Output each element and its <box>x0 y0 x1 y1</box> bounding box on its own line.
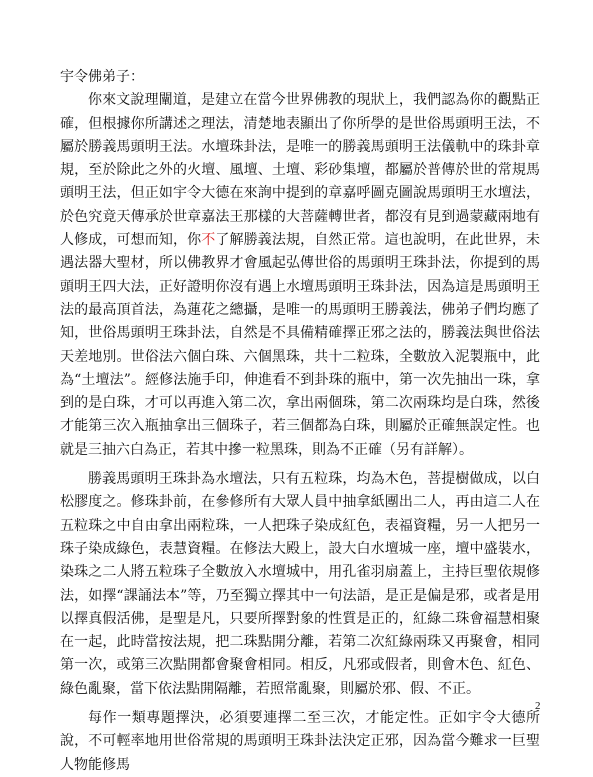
salutation: 宇令佛弟子： <box>60 69 144 85</box>
paragraph-1-text-b: 了解勝義法規，自然正常。這也說明，在此世界，未遇法器大聖材，所以佛教界才會風起弘傳世俗的馬頭明王珠卦法，你提到的馬頭明王四大法，正好證明你沒有遇上水壇馬頭明王珠卦法，因為這是馬頭明王法的最高頂首法，為蓮花之總攝，是唯一的馬頭明王勝義法，佛弟子們均應了知，世俗馬頭明王珠卦法，自然是不具備精確擇正邪之法的，勝義法與世俗法天差地別。世俗法六個白珠、六個黑珠，共十二粒珠，全數放入泥製瓶中，此為“土壇法”。經修法施手印，伸進看不到卦珠的瓶中，第一次先抽出一珠，拿到的是白珠，才可以再進入第二次，拿出兩個珠，第二次兩珠均是白珠，然後才能第三次入瓶抽拿出三個珠子，若三個都為白珠，則屬於正確無誤定性。也就是三抽六白為正，若其中摻一粒黑珠，則為不正確（另有詳解）。 <box>60 232 541 458</box>
paragraph-3-text: 每作一類專題擇決，必須要連擇二至三次，才能定性。正如宇令大德所說，不可輕率地用世俗常規的馬頭明王珠卦法決定正邪，因為當今難求一巨聖人物能修馬 <box>60 710 540 773</box>
paragraph-2-text: 勝義馬頭明王珠卦為水壇法，只有五粒珠，均為木色，菩提樹做成，以白松膠度之。修珠卦前，在參修所有大眾人員中抽拿紙團出二人，再由這二人在五粒珠之中自由拿出兩粒珠，一人把珠子染成紅色，表福資糧，另一人把另一珠子染成綠色，表慧資糧。在修法大殿上，設大白水壇城一座，壇中盛裝水，染珠之二人將五粒珠子全數放入水壇城中，用孔雀羽扇蓋上，主持巨聖依規修法，如擇“課誦法本”等，乃至獨立擇其中一句法語，是正是偏是邪，或者是用以擇真假活佛，是聖是凡，只要所擇對象的性質是正的，紅綠二珠會福慧相聚在一起，此時當按法規，把二珠點開分離，若第二次紅綠兩珠又再聚會，相同第一次，或第三次點開都會聚會相同。相反，凡邪或假者，則會木色、紅色、綠色亂聚，當下依法點開隔離，若照常亂聚，則屬於邪、假、不正。 <box>60 471 540 697</box>
paragraph-3 <box>60 707 540 777</box>
document-body <box>60 66 540 777</box>
highlighted-character: 不 <box>201 232 216 249</box>
paragraph-2 <box>60 468 540 701</box>
page-number: 2 <box>535 700 541 712</box>
paragraph-1 <box>60 89 540 462</box>
paragraph-1-text-a: 你來文說理闡道，是建立在當今世界佛教的現狀上，我們認為你的觀點正確，但根據你所講述之理法，清楚地表顯出了你所學的是世俗馬頭明王法，不屬於勝義馬頭明王法。水壇珠卦法，是唯一的勝義馬頭明王法儀軌中的珠卦章規，至於除此之外的火壇、風壇、土壇、彩砂集壇，都屬於普傳於世的常規馬頭明王法，但正如宇令大德在來詢中提到的章嘉呼圖克圖說馬頭明王水壇法，於色究竟天傳承於世章嘉法王那樣的大菩薩轉世者，都沒有見到過蒙藏兩地有人修成，可想而知，你 <box>60 92 540 249</box>
